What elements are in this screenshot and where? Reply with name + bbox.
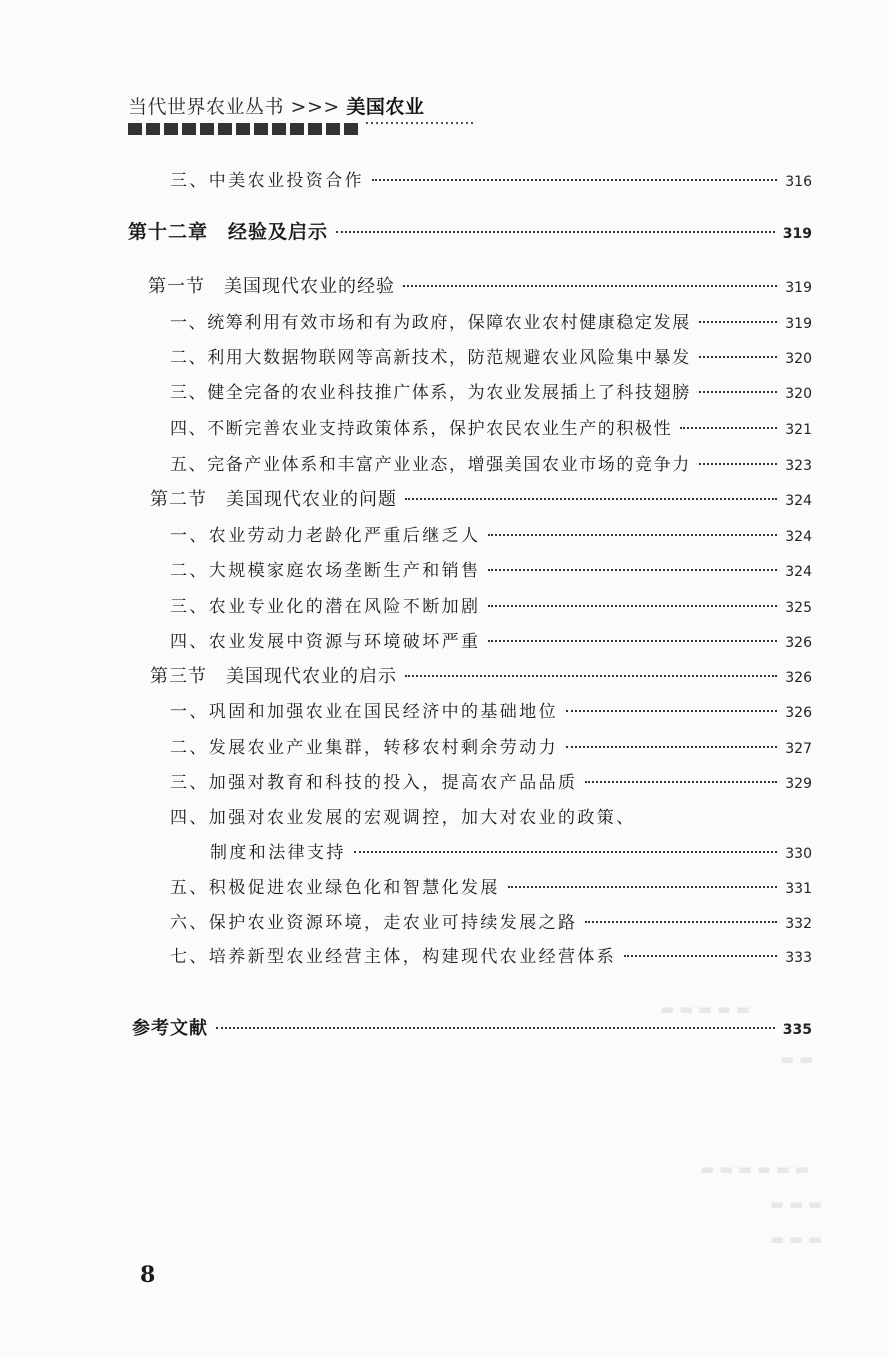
dot-leader <box>488 605 777 607</box>
page-number: 8 <box>140 1262 156 1288</box>
dot-leader <box>336 231 775 233</box>
toc-entry-page: 324 <box>785 564 812 580</box>
bleed-through-mark: ▬ ▬ ▬ ▬ ▬ ▬ <box>700 1160 809 1178</box>
dot-leader <box>354 851 777 853</box>
toc-entry-page: 326 <box>785 635 812 651</box>
toc-section-title: 第一节 美国现代农业的经验 <box>148 276 395 297</box>
toc-section-page: 326 <box>785 670 812 686</box>
toc-entry[interactable] <box>170 733 812 759</box>
toc-section-title: 第二节 美国现代农业的问题 <box>150 489 397 510</box>
toc-entry-title: 四、农业发展中资源与环境破坏严重 <box>170 632 481 652</box>
toc-entry-title: 五、积极促进农业绿色化和智慧化发展 <box>170 878 500 898</box>
toc-entry-page: 324 <box>785 529 812 545</box>
toc-entry-page: 320 <box>785 386 812 402</box>
toc-section[interactable] <box>150 662 812 688</box>
toc-entry-page: 332 <box>785 916 812 932</box>
toc-entry-title: 五、完备产业体系和丰富产业业态，增强美国农业市场的竞争力 <box>170 455 691 475</box>
toc-entry-title: 四、不断完善农业支持政策体系，保护农民农业生产的积极性 <box>170 419 673 439</box>
toc-entry[interactable] <box>170 873 812 899</box>
dot-leader <box>624 955 777 957</box>
dot-leader <box>403 285 777 287</box>
header-block-bar <box>128 123 362 135</box>
toc-entry-page: 333 <box>785 950 812 966</box>
toc-entry[interactable] <box>170 166 812 192</box>
dot-leader <box>680 427 777 429</box>
toc-section-title: 第三节 美国现代农业的启示 <box>150 666 397 687</box>
bleed-through-mark: ▬ ▬ ▬ <box>770 1230 823 1248</box>
dot-leader <box>488 640 777 642</box>
toc-entry-page: 330 <box>785 846 812 862</box>
toc-entry[interactable] <box>170 908 812 934</box>
toc-entry-page: 320 <box>785 351 812 367</box>
dot-leader <box>508 886 777 888</box>
toc-chapter[interactable] <box>128 217 812 243</box>
header-decoration <box>128 122 473 136</box>
toc-entry-page: 329 <box>785 776 812 792</box>
toc-references-title: 参考文献 <box>132 1018 208 1039</box>
toc-entry-title: 一、农业劳动力老龄化严重后继乏人 <box>170 526 481 546</box>
toc-chapter-title: 第十二章 经验及启示 <box>128 221 329 243</box>
dot-leader <box>699 391 777 393</box>
toc-entry-page: 331 <box>785 881 812 897</box>
toc-entry-title: 六、保护农业资源环境，走农业可持续发展之路 <box>170 913 578 933</box>
toc-entry-page: 321 <box>785 422 812 438</box>
dot-leader <box>488 534 777 536</box>
toc-entry-title: 二、发展农业产业集群，转移农村剩余劳动力 <box>170 738 558 758</box>
bleed-through-mark: ▬ ▬ <box>780 1050 814 1068</box>
dot-leader <box>216 1027 775 1029</box>
toc-entry[interactable] <box>170 556 812 582</box>
toc-chapter-page: 319 <box>782 226 812 242</box>
dot-leader <box>699 321 777 323</box>
book-title: 美国农业 <box>346 96 425 118</box>
toc-section-page: 319 <box>785 280 812 296</box>
toc-entry-title: 三、中美农业投资合作 <box>170 171 364 191</box>
toc-entry-title: 二、利用大数据物联网等高新技术，防范规避农业风险集中暴发 <box>170 348 691 368</box>
toc-references-page: 335 <box>782 1022 812 1038</box>
dot-leader <box>566 746 777 748</box>
toc-entry-page: 316 <box>785 174 812 190</box>
toc-entry-title-line2: 制度和法律支持 <box>210 843 346 863</box>
toc-entry[interactable] <box>170 697 812 723</box>
toc-entry-title: 三、健全完备的农业科技推广体系，为农业发展插上了科技翅膀 <box>170 383 691 403</box>
toc-entry-title: 二、大规模家庭农场垄断生产和销售 <box>170 561 481 581</box>
toc-entry[interactable] <box>170 942 812 968</box>
toc-entry[interactable] <box>170 378 812 404</box>
toc-entry[interactable] <box>170 308 812 334</box>
toc-entry[interactable] <box>170 768 812 794</box>
toc-entry[interactable] <box>210 838 812 864</box>
toc-entry-title: 一、巩固和加强农业在国民经济中的基础地位 <box>170 702 558 722</box>
bleed-through-mark: ▬ ▬ ▬ <box>770 1195 823 1213</box>
dot-leader <box>566 710 777 712</box>
toc-entry[interactable] <box>170 414 812 440</box>
toc-entry[interactable] <box>170 521 812 547</box>
toc-entry-page: 327 <box>785 741 812 757</box>
series-title: 当代世界农业丛书 >>> <box>128 96 347 118</box>
toc-entry-title-line1[interactable]: 四、加强对农业发展的宏观调控，加大对农业的政策、 <box>170 808 636 828</box>
dot-leader <box>699 356 777 358</box>
bleed-through-mark: ▬ ▬ ▬ ▬ ▬ <box>660 1000 750 1018</box>
toc-entry-page: 326 <box>785 705 812 721</box>
toc-entry[interactable] <box>170 627 812 653</box>
toc-section[interactable] <box>148 272 812 298</box>
toc-entry[interactable] <box>170 592 812 618</box>
toc-entry-title: 三、农业专业化的潜在风险不断加剧 <box>170 597 481 617</box>
toc-entry[interactable] <box>170 450 812 476</box>
header-dotted-rule <box>366 122 473 124</box>
dot-leader <box>488 569 777 571</box>
toc-entry-title: 一、统筹利用有效市场和有为政府，保障农业农村健康稳定发展 <box>170 313 691 333</box>
toc-entry-page: 323 <box>785 458 812 474</box>
dot-leader <box>699 463 777 465</box>
toc-entry-page: 325 <box>785 600 812 616</box>
toc-entry[interactable] <box>170 343 812 369</box>
dot-leader <box>405 675 777 677</box>
toc-section[interactable] <box>150 485 812 511</box>
dot-leader <box>585 781 777 783</box>
toc-section-page: 324 <box>785 493 812 509</box>
toc-entry-page: 319 <box>785 316 812 332</box>
toc-entry-title: 七、培养新型农业经营主体，构建现代农业经营体系 <box>170 947 617 967</box>
dot-leader <box>585 921 777 923</box>
dot-leader <box>372 179 777 181</box>
toc-entry-title: 三、加强对教育和科技的投入，提高农产品品质 <box>170 773 578 793</box>
running-header <box>128 92 424 119</box>
dot-leader <box>405 498 777 500</box>
